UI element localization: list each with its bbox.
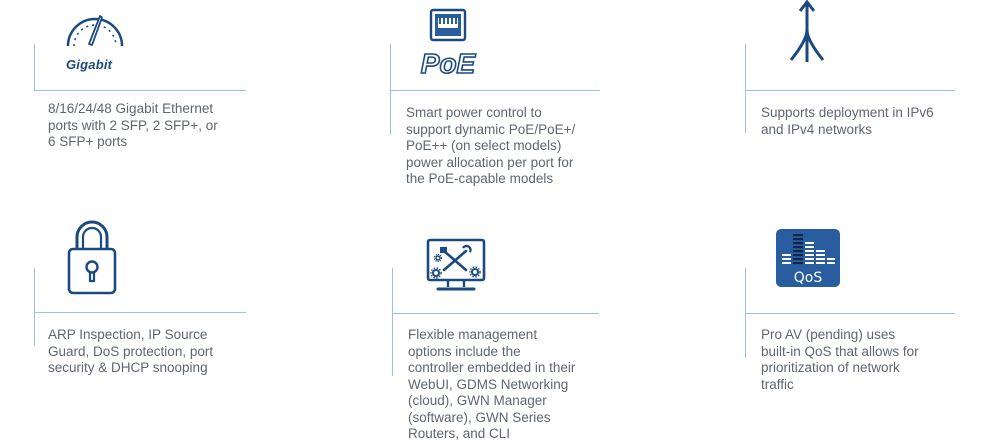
description-line: prioritization of network: [761, 360, 900, 375]
divider-horizontal: [392, 313, 599, 314]
feature-card-management: [392, 210, 692, 447]
description-line: Pro AV (pending) uses: [761, 327, 896, 342]
gigabit-icon-label: Gigabit: [66, 57, 113, 72]
feature-card-security: [34, 210, 334, 410]
description-line: 6 SFP+ ports: [48, 134, 128, 149]
feature-card-qos: [745, 210, 1002, 410]
feature-description: [408, 327, 575, 443]
description-line: Supports deployment in IPv6: [761, 105, 934, 120]
description-line: Smart power control to: [406, 105, 542, 120]
description-line: power allocation per port for: [406, 154, 574, 170]
description-line: 8/16/24/48 Gigabit Ethernet: [48, 101, 214, 116]
description-line: controller embedded in their: [408, 360, 576, 375]
feature-description: [48, 101, 218, 151]
description-line: PoE++ (on select models): [406, 138, 562, 153]
description-line: and IPv4 networks: [761, 121, 873, 137]
divider-horizontal: [34, 90, 246, 91]
padlock-icon: [66, 217, 118, 295]
management-monitor-icon: [426, 238, 486, 294]
poe-icon: [418, 6, 480, 76]
ipv6-network-icon: [785, 0, 829, 64]
description-line: ports with 2 SFP, 2 SFP+, or: [48, 117, 218, 133]
description-line: Routers, and CLI: [408, 426, 511, 441]
description-line: built-in QoS that allows for: [761, 343, 919, 359]
divider-horizontal: [745, 90, 955, 91]
divider-horizontal: [745, 313, 955, 314]
feature-card-poe: [390, 0, 690, 200]
feature-description: [406, 105, 575, 188]
divider-horizontal: [390, 90, 600, 91]
divider-vertical: [34, 268, 35, 346]
description-line: support dynamic PoE/PoE+/: [406, 121, 576, 137]
poe-icon-label: PoE: [420, 48, 476, 76]
description-line: (software), GWN Series: [408, 409, 551, 425]
divider-horizontal: [34, 312, 246, 313]
feature-card-gigabit: [34, 0, 334, 160]
description-line: traffic: [761, 376, 794, 392]
description-line: security & DHCP snooping: [48, 360, 208, 375]
gigabit-speedometer-icon: [62, 12, 128, 52]
description-line: ARP Inspection, IP Source: [48, 327, 208, 342]
feature-card-ipv6: [745, 0, 1002, 160]
qos-icon: [775, 228, 841, 288]
qos-icon-label: QoS: [793, 270, 823, 286]
feature-description: [761, 105, 934, 138]
divider-vertical: [745, 44, 746, 133]
description-line: Guard, DoS protection, port: [48, 343, 214, 359]
divider-vertical: [392, 268, 393, 376]
divider-vertical: [34, 44, 35, 91]
description-line: the PoE-capable models: [406, 171, 554, 186]
description-line: (cloud), GWN Manager: [408, 393, 547, 408]
feature-description: [761, 327, 919, 393]
description-line: Flexible management: [408, 327, 538, 342]
description-line: WebUI, GDMS Networking: [408, 376, 569, 392]
feature-description: [48, 327, 213, 377]
description-line: options include the: [408, 343, 521, 359]
